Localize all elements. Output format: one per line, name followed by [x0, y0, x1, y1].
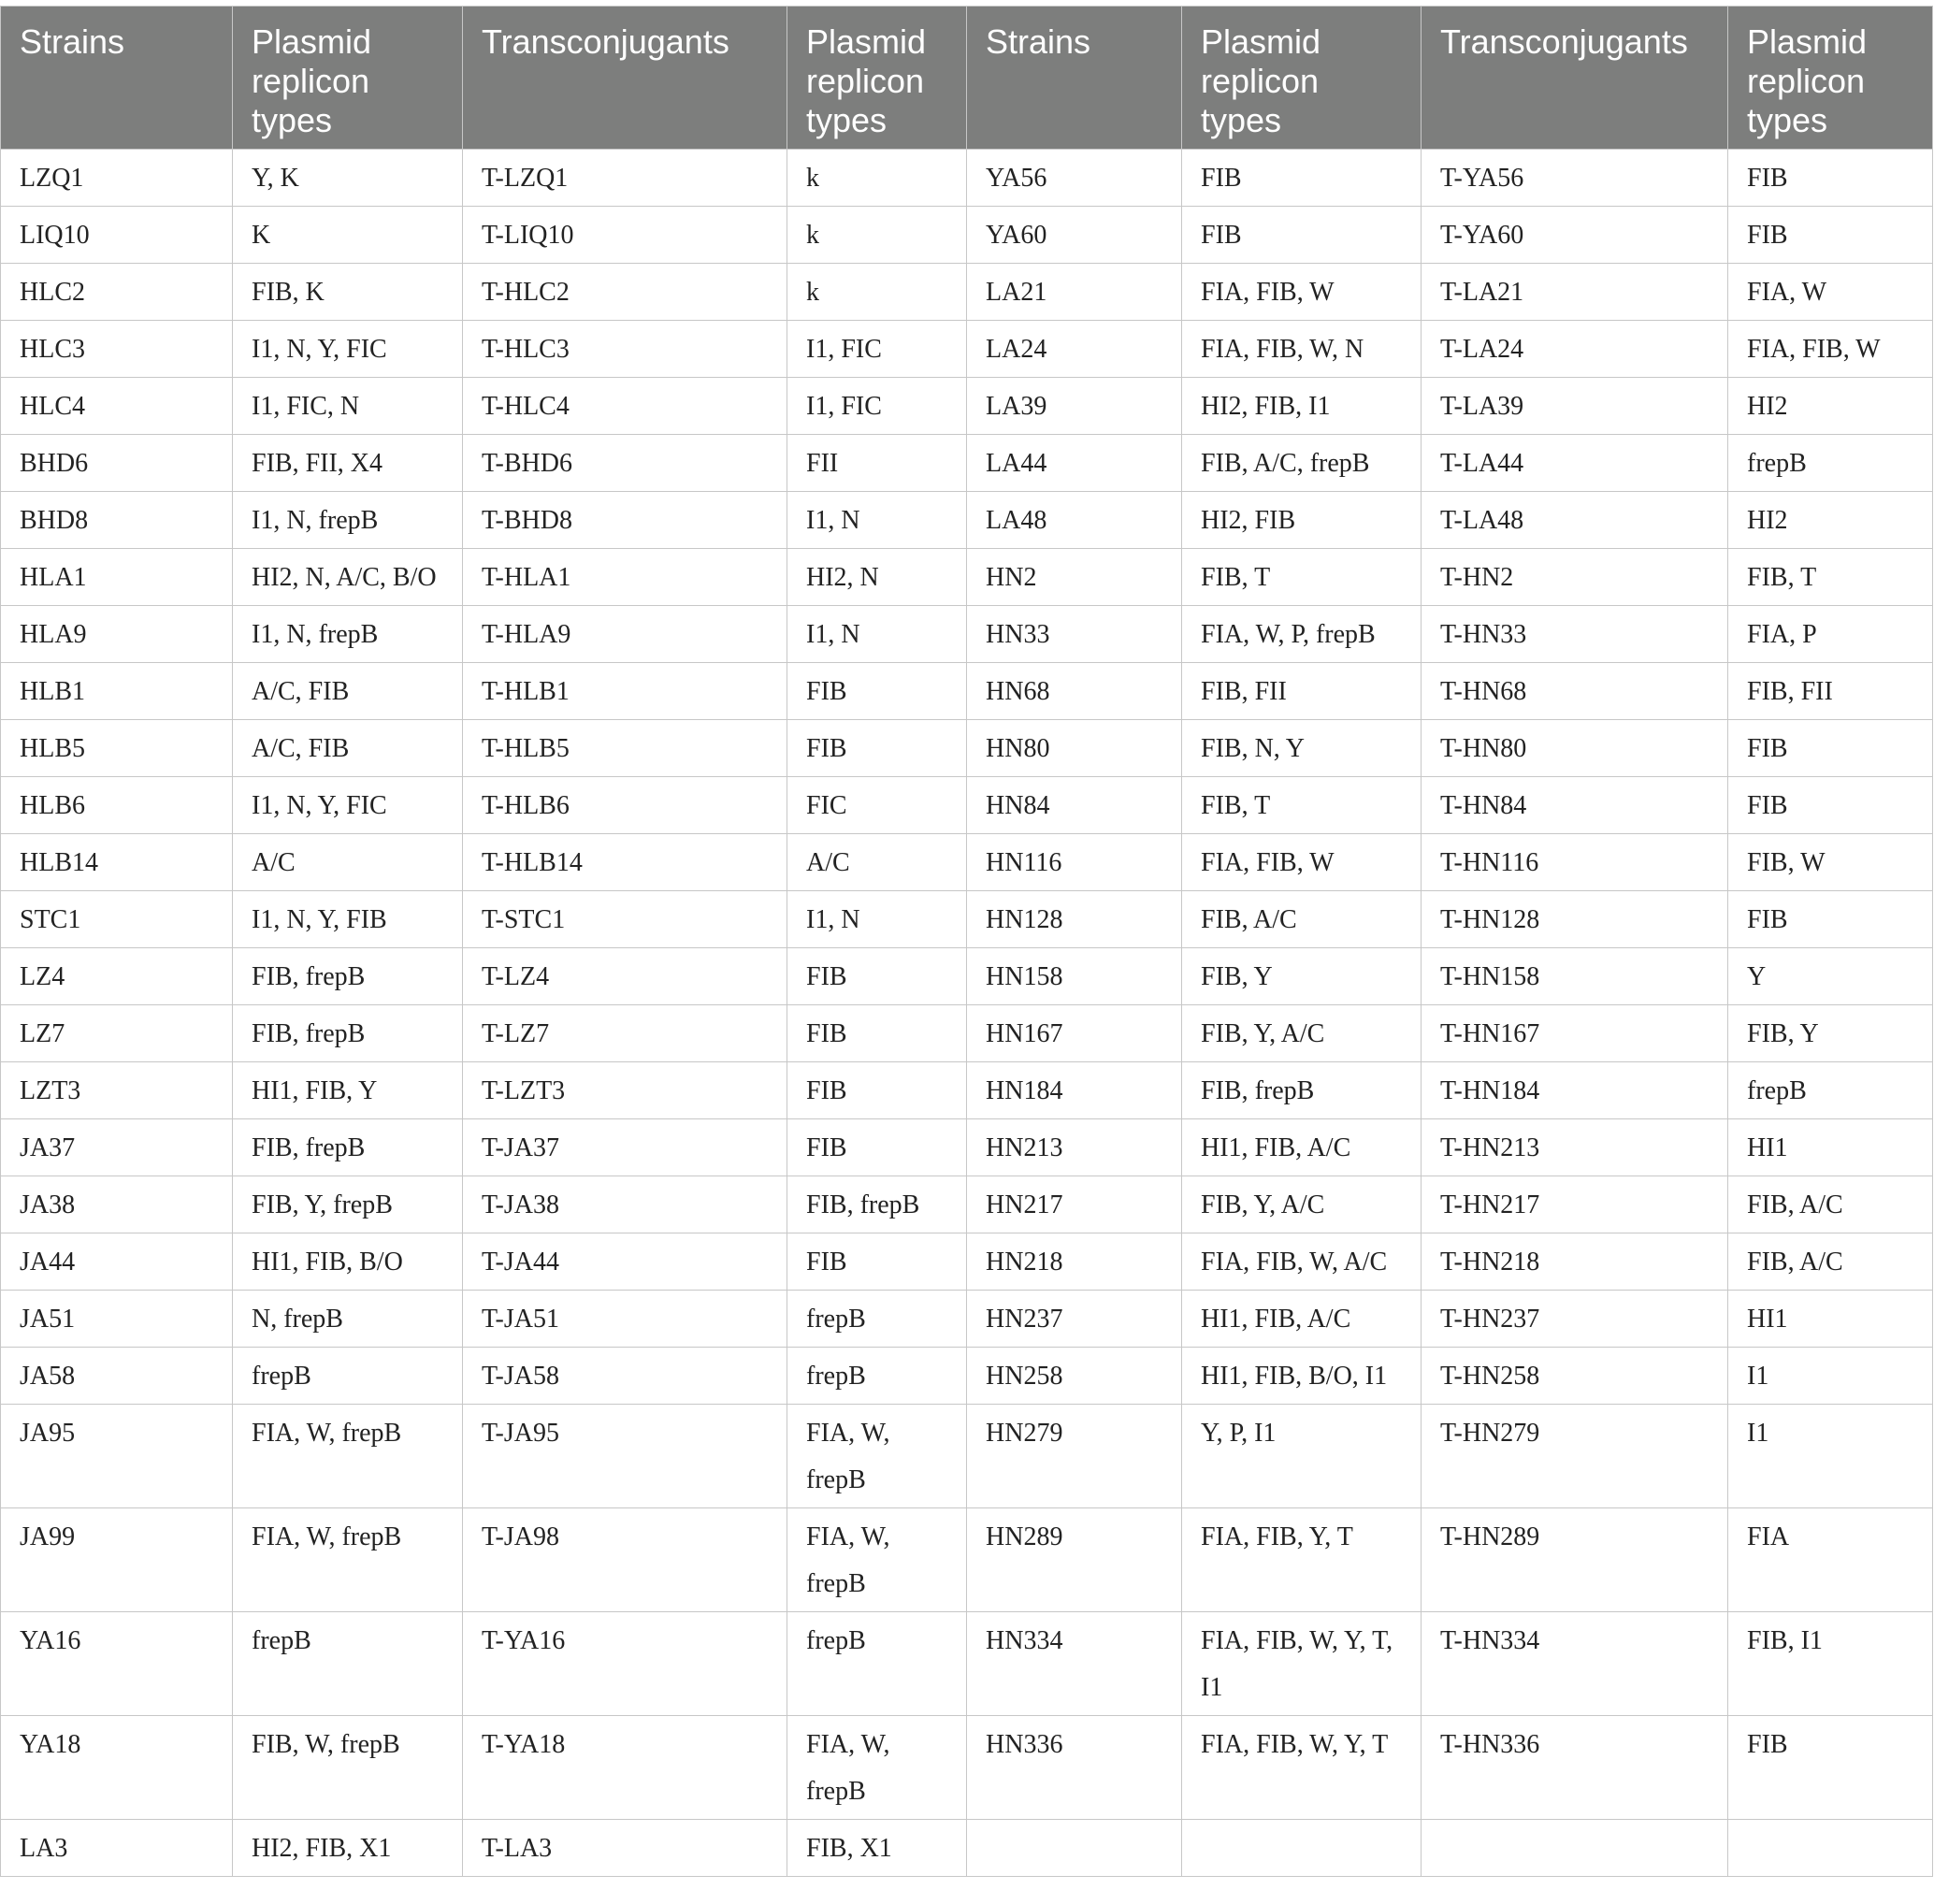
table-row — [1, 1820, 1933, 1877]
table-cell: FIB, A/C, frepB — [1182, 435, 1422, 492]
table-cell: HI1 — [1728, 1119, 1933, 1176]
table-cell: HN33 — [967, 606, 1182, 663]
table-cell: T-HLB6 — [463, 777, 787, 834]
table-cell: T-HN218 — [1422, 1233, 1728, 1291]
table-cell: HLA9 — [1, 606, 233, 663]
replicon-table — [0, 6, 1933, 1877]
table-row — [1, 1062, 1933, 1119]
table-row — [1, 1405, 1933, 1508]
table-cell: LA21 — [967, 264, 1182, 321]
table-cell: T-HLC3 — [463, 321, 787, 378]
table-cell: LZQ1 — [1, 150, 233, 207]
table-cell: LA44 — [967, 435, 1182, 492]
table-cell: JA37 — [1, 1119, 233, 1176]
table-cell: frepB — [1728, 1062, 1933, 1119]
table-cell: frepB — [787, 1612, 967, 1716]
table-cell: FIB, I1 — [1728, 1612, 1933, 1716]
table-cell: T-LA3 — [463, 1820, 787, 1877]
table-cell: FIB, Y, A/C — [1182, 1005, 1422, 1062]
table-cell: T-HN68 — [1422, 663, 1728, 720]
table-cell: FIB, FII — [1182, 663, 1422, 720]
table-cell: T-LZ7 — [463, 1005, 787, 1062]
table-cell: HN218 — [967, 1233, 1182, 1291]
column-header-plasmid-replicon-types: Plasmid replicon types — [1182, 7, 1422, 150]
table-cell: HI1 — [1728, 1291, 1933, 1348]
table-cell: JA95 — [1, 1405, 233, 1508]
table-cell: T-HN167 — [1422, 1005, 1728, 1062]
table-cell: LA48 — [967, 492, 1182, 549]
table-cell: FIB — [787, 720, 967, 777]
table-cell — [1182, 1820, 1422, 1877]
table-cell: FIB, FII, X4 — [233, 435, 463, 492]
table-cell: HI2, FIB — [1182, 492, 1422, 549]
table-cell: k — [787, 150, 967, 207]
table-cell: T-LZQ1 — [463, 150, 787, 207]
table-cell: T-HN279 — [1422, 1405, 1728, 1508]
table-cell: HN237 — [967, 1291, 1182, 1348]
table-cell: HN279 — [967, 1405, 1182, 1508]
table-cell: HN2 — [967, 549, 1182, 606]
table-cell: K — [233, 207, 463, 264]
table-cell: FII — [787, 435, 967, 492]
table-cell: T-HN258 — [1422, 1348, 1728, 1405]
table-cell: frepB — [787, 1348, 967, 1405]
table-cell: T-HN289 — [1422, 1508, 1728, 1612]
table-cell: T-HN237 — [1422, 1291, 1728, 1348]
table-cell: T-JA37 — [463, 1119, 787, 1176]
table-cell: Y, K — [233, 150, 463, 207]
table-cell: T-HN84 — [1422, 777, 1728, 834]
table-cell: I1, N — [787, 606, 967, 663]
table-cell: FIB, A/C — [1728, 1176, 1933, 1233]
table-row — [1, 1716, 1933, 1820]
table-cell: HLC2 — [1, 264, 233, 321]
table-cell: Y — [1728, 948, 1933, 1005]
table-cell: FIA, P — [1728, 606, 1933, 663]
table-cell: HI1, FIB, A/C — [1182, 1119, 1422, 1176]
table-cell: FIB, Y — [1728, 1005, 1933, 1062]
table-cell: JA58 — [1, 1348, 233, 1405]
table-cell: HN116 — [967, 834, 1182, 891]
column-header-strains: Strains — [967, 7, 1182, 150]
table-cell: T-LA21 — [1422, 264, 1728, 321]
table-cell: T-LA39 — [1422, 378, 1728, 435]
table-cell: A/C — [787, 834, 967, 891]
table-row — [1, 435, 1933, 492]
table-cell: T-HN336 — [1422, 1716, 1728, 1820]
table-cell: FIB, W, frepB — [233, 1716, 463, 1820]
table-cell: T-STC1 — [463, 891, 787, 948]
table-cell: T-HN217 — [1422, 1176, 1728, 1233]
table-cell: FIA, FIB, W, N — [1182, 321, 1422, 378]
table-cell: T-HN116 — [1422, 834, 1728, 891]
table-cell: T-JA95 — [463, 1405, 787, 1508]
table-cell: HLB6 — [1, 777, 233, 834]
table-row — [1, 150, 1933, 207]
table-cell: I1 — [1728, 1405, 1933, 1508]
table-cell: T-LA44 — [1422, 435, 1728, 492]
table-cell: I1, N, frepB — [233, 606, 463, 663]
table-cell: T-BHD8 — [463, 492, 787, 549]
table-row — [1, 606, 1933, 663]
table-cell: I1 — [1728, 1348, 1933, 1405]
table-cell: T-HLC2 — [463, 264, 787, 321]
table-cell: T-HN213 — [1422, 1119, 1728, 1176]
column-header-transconjugants: Transconjugants — [1422, 7, 1728, 150]
table-cell: BHD8 — [1, 492, 233, 549]
table-cell: HLC4 — [1, 378, 233, 435]
table-cell: I1, FIC — [787, 321, 967, 378]
table-cell: LZT3 — [1, 1062, 233, 1119]
table-header — [1, 7, 1933, 150]
table-cell: FIB, W — [1728, 834, 1933, 891]
table-cell: FIB — [1728, 891, 1933, 948]
table-cell: JA44 — [1, 1233, 233, 1291]
table-cell: FIA, FIB, W, Y, T — [1182, 1716, 1422, 1820]
table-cell: HLB14 — [1, 834, 233, 891]
table-cell: HN217 — [967, 1176, 1182, 1233]
table-cell: FIB — [1728, 1716, 1933, 1820]
table-cell: T-HLA1 — [463, 549, 787, 606]
table-cell: frepB — [1728, 435, 1933, 492]
table-cell: HI2, FIB, X1 — [233, 1820, 463, 1877]
table-cell: T-YA18 — [463, 1716, 787, 1820]
table-cell: FIA, FIB, W — [1728, 321, 1933, 378]
table-cell: HI2 — [1728, 378, 1933, 435]
table-cell — [1728, 1820, 1933, 1877]
table-cell: FIB, T — [1182, 777, 1422, 834]
table-cell: FIB, Y — [1182, 948, 1422, 1005]
table-cell: HN80 — [967, 720, 1182, 777]
table-cell: FIB — [787, 1062, 967, 1119]
table-cell — [1422, 1820, 1728, 1877]
table-cell: HN258 — [967, 1348, 1182, 1405]
table-cell: JA99 — [1, 1508, 233, 1612]
table-cell: HN68 — [967, 663, 1182, 720]
table-cell: HI1, FIB, B/O — [233, 1233, 463, 1291]
table-row — [1, 834, 1933, 891]
table-cell: FIB — [1182, 207, 1422, 264]
table-cell: YA18 — [1, 1716, 233, 1820]
table-cell: FIB — [1728, 207, 1933, 264]
table-cell: frepB — [787, 1291, 967, 1348]
table-cell: FIB — [787, 1119, 967, 1176]
table-cell: HLA1 — [1, 549, 233, 606]
table-row — [1, 378, 1933, 435]
table-cell: T-HN334 — [1422, 1612, 1728, 1716]
table-cell: FIB, A/C — [1182, 891, 1422, 948]
table-cell: HI1, FIB, A/C — [1182, 1291, 1422, 1348]
table-cell: LZ7 — [1, 1005, 233, 1062]
table-cell: HN158 — [967, 948, 1182, 1005]
table-cell: YA16 — [1, 1612, 233, 1716]
table-row — [1, 1291, 1933, 1348]
table-row — [1, 663, 1933, 720]
table-cell: LZ4 — [1, 948, 233, 1005]
table-cell: T-JA38 — [463, 1176, 787, 1233]
table-cell: FIA, FIB, W, Y, T, I1 — [1182, 1612, 1422, 1716]
table-cell: FIB, frepB — [233, 948, 463, 1005]
table-cell: HN128 — [967, 891, 1182, 948]
table-cell: HLB1 — [1, 663, 233, 720]
table-row — [1, 1348, 1933, 1405]
table-cell: HI2, FIB, I1 — [1182, 378, 1422, 435]
column-header-plasmid-replicon-types: Plasmid replicon types — [787, 7, 967, 150]
table-cell: FIA, FIB, W, A/C — [1182, 1233, 1422, 1291]
table-cell: HN184 — [967, 1062, 1182, 1119]
table-cell: T-HLB5 — [463, 720, 787, 777]
table-cell: FIB, frepB — [233, 1119, 463, 1176]
table-cell: HLC3 — [1, 321, 233, 378]
table-cell — [967, 1820, 1182, 1877]
column-header-transconjugants: Transconjugants — [463, 7, 787, 150]
table-cell: T-JA51 — [463, 1291, 787, 1348]
table-cell: T-BHD6 — [463, 435, 787, 492]
table-row — [1, 720, 1933, 777]
table-cell: I1, N — [787, 891, 967, 948]
table-cell: FIB — [1728, 150, 1933, 207]
table-cell: T-HN128 — [1422, 891, 1728, 948]
table-cell: HN336 — [967, 1716, 1182, 1820]
table-cell: I1, N, Y, FIC — [233, 321, 463, 378]
table-cell: T-YA56 — [1422, 150, 1728, 207]
table-cell: T-HN158 — [1422, 948, 1728, 1005]
column-header-plasmid-replicon-types: Plasmid replicon types — [1728, 7, 1933, 150]
table-cell: HI2, N — [787, 549, 967, 606]
table-cell: FIB — [787, 663, 967, 720]
table-cell: HN334 — [967, 1612, 1182, 1716]
table-cell: HN84 — [967, 777, 1182, 834]
table-row — [1, 948, 1933, 1005]
table-cell: FIB — [787, 1005, 967, 1062]
table-cell: HN167 — [967, 1005, 1182, 1062]
table-cell: T-HN184 — [1422, 1062, 1728, 1119]
table-cell: T-LA48 — [1422, 492, 1728, 549]
table-cell: T-JA44 — [463, 1233, 787, 1291]
table-row — [1, 1176, 1933, 1233]
table-cell: T-HN2 — [1422, 549, 1728, 606]
table-row — [1, 492, 1933, 549]
table-cell: HLB5 — [1, 720, 233, 777]
table-cell: FIB, frepB — [787, 1176, 967, 1233]
table-cell: FIA, W, frepB — [787, 1508, 967, 1612]
table-cell: JA38 — [1, 1176, 233, 1233]
table-row — [1, 264, 1933, 321]
table-cell: FIB, Y, A/C — [1182, 1176, 1422, 1233]
table-cell: BHD6 — [1, 435, 233, 492]
column-header-strains: Strains — [1, 7, 233, 150]
table-cell: YA60 — [967, 207, 1182, 264]
table-cell: Y, P, I1 — [1182, 1405, 1422, 1508]
table-cell: FIB — [787, 948, 967, 1005]
table-cell: FIB — [1728, 720, 1933, 777]
table-cell: HN213 — [967, 1119, 1182, 1176]
table-cell: HI2, N, A/C, B/O — [233, 549, 463, 606]
table-cell: T-HN33 — [1422, 606, 1728, 663]
table-cell: LA39 — [967, 378, 1182, 435]
table-row — [1, 1005, 1933, 1062]
table-cell: HI1, FIB, Y — [233, 1062, 463, 1119]
table-cell: FIA, W, frepB — [233, 1508, 463, 1612]
table-cell: FIB — [787, 1233, 967, 1291]
header-row — [1, 7, 1933, 150]
table-cell: T-JA98 — [463, 1508, 787, 1612]
table-cell: FIB, FII — [1728, 663, 1933, 720]
table-cell: YA56 — [967, 150, 1182, 207]
table-cell: FIB, A/C — [1728, 1233, 1933, 1291]
table-cell: frepB — [233, 1348, 463, 1405]
table-cell: FIB, frepB — [1182, 1062, 1422, 1119]
table-cell: I1, N, frepB — [233, 492, 463, 549]
table-cell: STC1 — [1, 891, 233, 948]
table-cell: HI2 — [1728, 492, 1933, 549]
table-cell: FIA, FIB, Y, T — [1182, 1508, 1422, 1612]
table-cell: T-YA16 — [463, 1612, 787, 1716]
table-cell: T-JA58 — [463, 1348, 787, 1405]
table-cell: FIB — [1728, 777, 1933, 834]
table-row — [1, 549, 1933, 606]
table-cell: FIA, W — [1728, 264, 1933, 321]
table-cell: FIB, X1 — [787, 1820, 967, 1877]
table-cell: HI1, FIB, B/O, I1 — [1182, 1348, 1422, 1405]
table-cell: LA24 — [967, 321, 1182, 378]
table-row — [1, 777, 1933, 834]
table-row — [1, 1233, 1933, 1291]
table-cell: T-LZ4 — [463, 948, 787, 1005]
table-cell: A/C, FIB — [233, 663, 463, 720]
table-cell: T-LA24 — [1422, 321, 1728, 378]
table-cell: I1, FIC, N — [233, 378, 463, 435]
table-cell: I1, N, Y, FIB — [233, 891, 463, 948]
table-cell: FIA, W, frepB — [233, 1405, 463, 1508]
table-cell: T-HLA9 — [463, 606, 787, 663]
table-cell: FIB, N, Y — [1182, 720, 1422, 777]
table-cell: T-LIQ10 — [463, 207, 787, 264]
table-body — [1, 150, 1933, 1877]
table-cell: FIB, T — [1182, 549, 1422, 606]
table-cell: JA51 — [1, 1291, 233, 1348]
table-cell: FIA — [1728, 1508, 1933, 1612]
table-cell: FIB, K — [233, 264, 463, 321]
table-cell: I1, N — [787, 492, 967, 549]
table-cell: FIA, W, frepB — [787, 1716, 967, 1820]
table-cell: k — [787, 207, 967, 264]
table-cell: FIA, FIB, W — [1182, 264, 1422, 321]
column-header-plasmid-replicon-types: Plasmid replicon types — [233, 7, 463, 150]
table-cell: T-HN80 — [1422, 720, 1728, 777]
table-cell: T-YA60 — [1422, 207, 1728, 264]
table-row — [1, 891, 1933, 948]
table-row — [1, 1612, 1933, 1716]
table-row — [1, 321, 1933, 378]
table-cell: T-HLB1 — [463, 663, 787, 720]
table-row — [1, 1508, 1933, 1612]
table-cell: LA3 — [1, 1820, 233, 1877]
table-cell: HN289 — [967, 1508, 1182, 1612]
table-cell: FIA, FIB, W — [1182, 834, 1422, 891]
table-cell: A/C — [233, 834, 463, 891]
table-cell: LIQ10 — [1, 207, 233, 264]
table-cell: FIB, T — [1728, 549, 1933, 606]
table-cell: I1, N, Y, FIC — [233, 777, 463, 834]
table-cell: A/C, FIB — [233, 720, 463, 777]
table-cell: I1, FIC — [787, 378, 967, 435]
table-row — [1, 1119, 1933, 1176]
table-cell: FIA, W, frepB — [787, 1405, 967, 1508]
table-cell: T-LZT3 — [463, 1062, 787, 1119]
table-cell: N, frepB — [233, 1291, 463, 1348]
table-cell: FIB, frepB — [233, 1005, 463, 1062]
table-cell: frepB — [233, 1612, 463, 1716]
table-cell: FIB, Y, frepB — [233, 1176, 463, 1233]
table-cell: FIB — [1182, 150, 1422, 207]
table-cell: T-HLB14 — [463, 834, 787, 891]
table-cell: FIC — [787, 777, 967, 834]
table-cell: T-HLC4 — [463, 378, 787, 435]
table-cell: k — [787, 264, 967, 321]
table-cell: FIA, W, P, frepB — [1182, 606, 1422, 663]
table-row — [1, 207, 1933, 264]
